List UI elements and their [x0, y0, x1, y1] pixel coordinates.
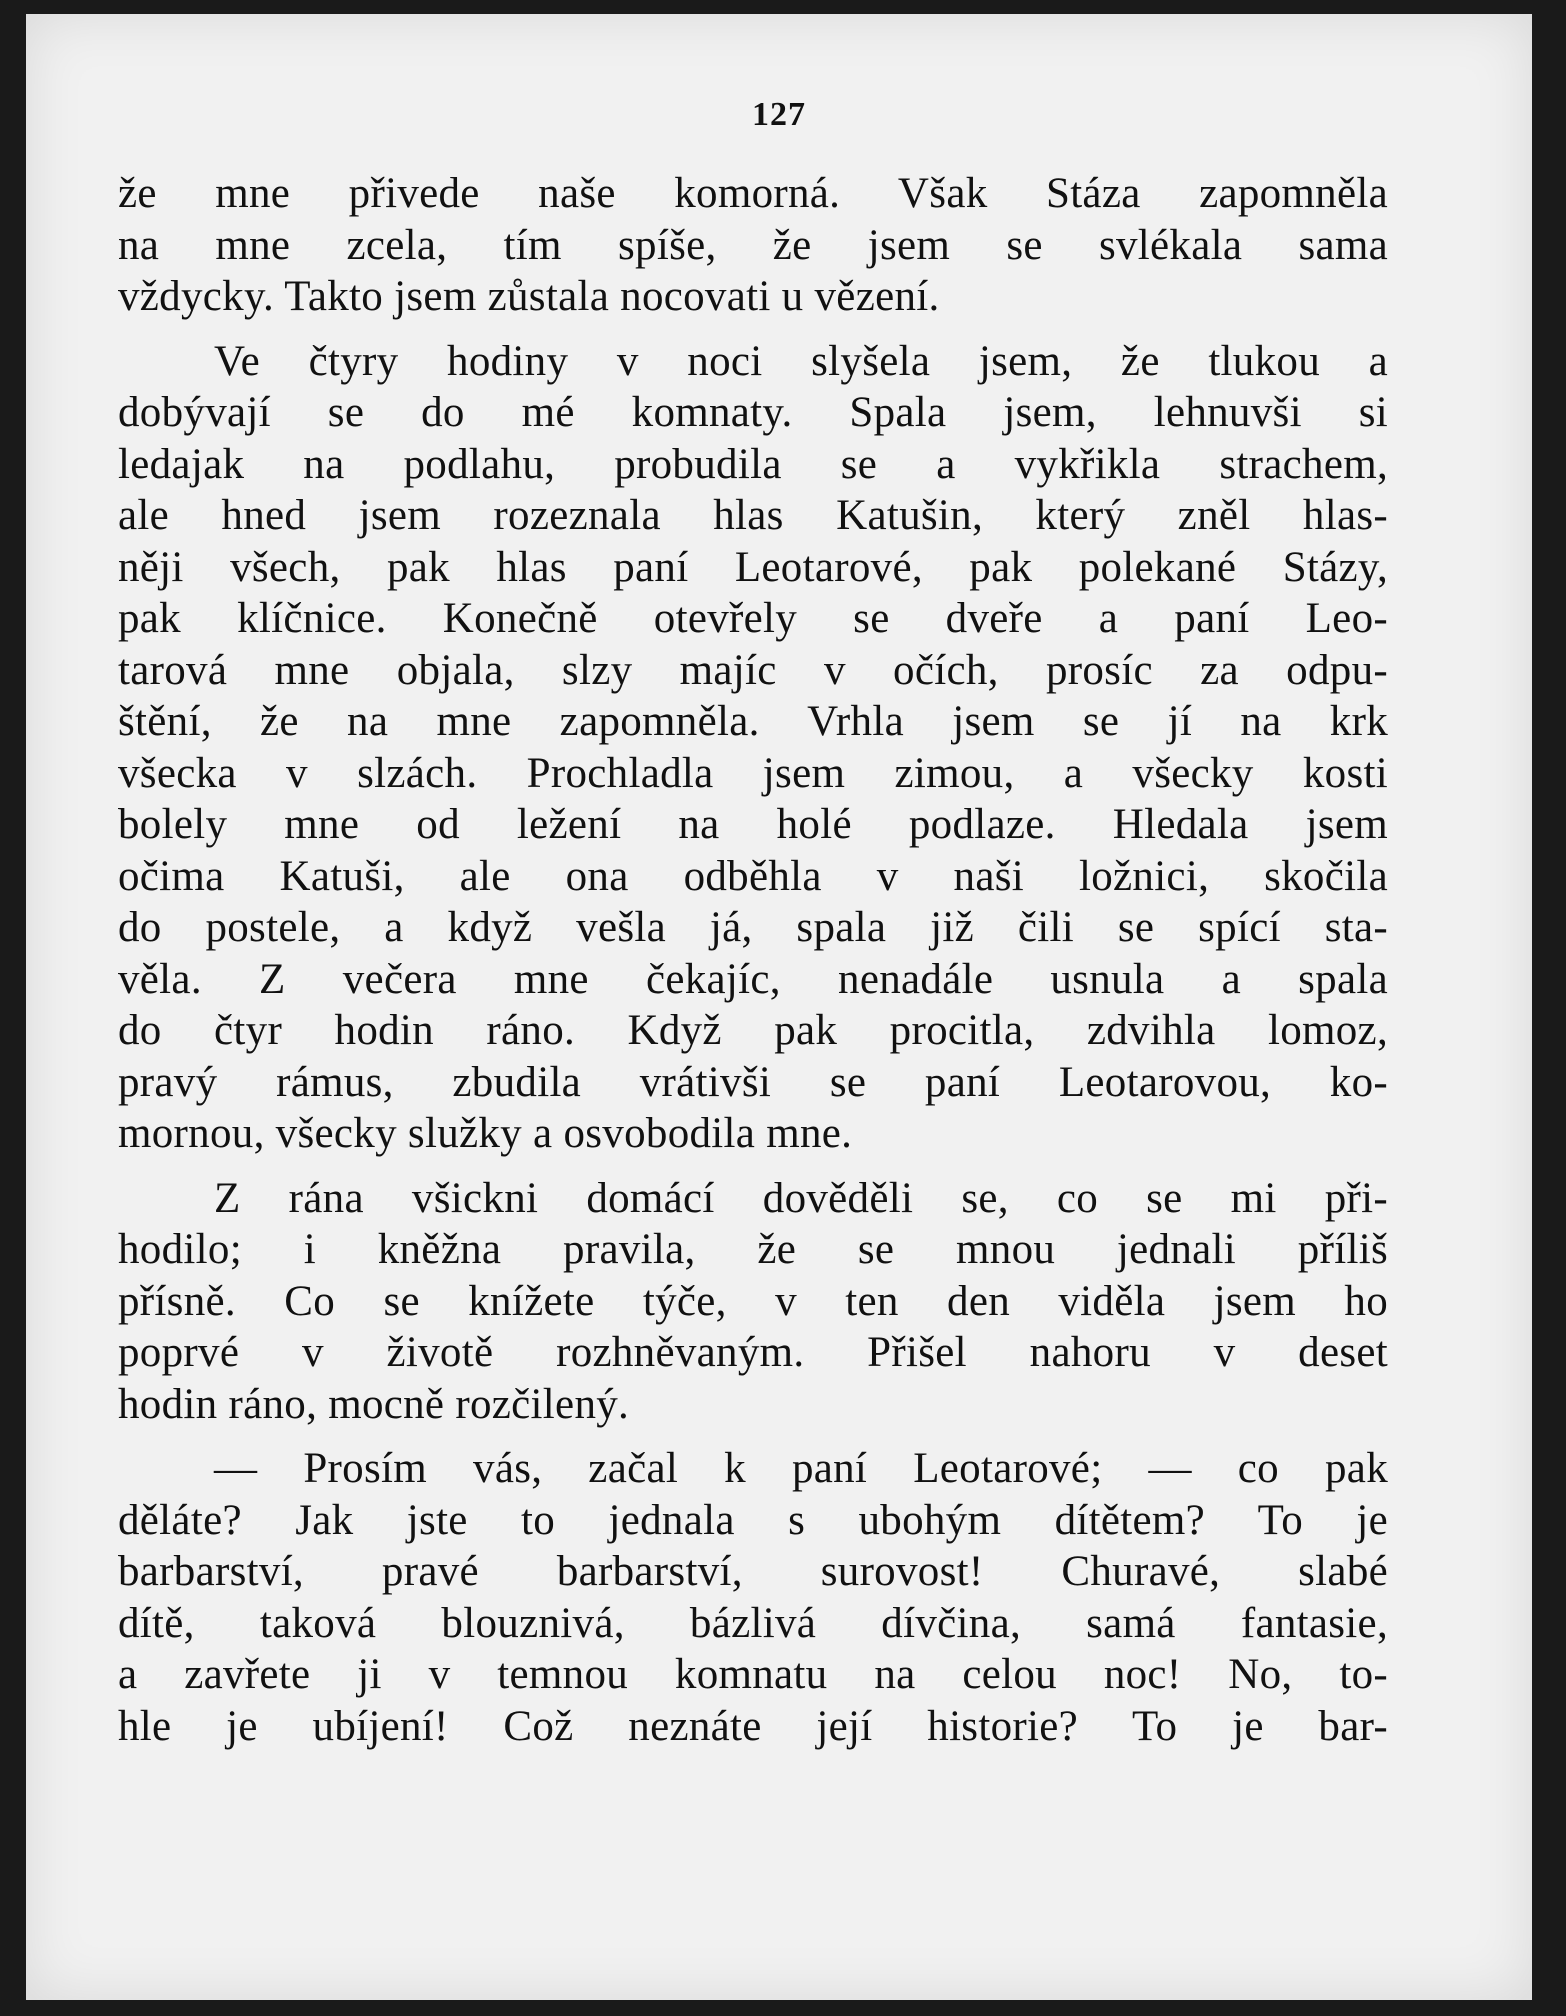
text-line: do čtyr hodin ráno. Když pak procitla, zdvihla lomoz,	[118, 1007, 1388, 1054]
text-line: Z rána všickni domácí dověděli se, co se mi při-	[214, 1174, 1388, 1222]
text-line: pravý rámus, zbudila vrátivši se paní Leotarovou, ko-	[118, 1058, 1388, 1106]
text-line: mornou, všecky služky a osvobodila mne.	[118, 1110, 853, 1157]
text-line: všecka v slzách. Prochladla jsem zimou, a všecky kosti	[118, 749, 1388, 797]
text-line: děláte? Jak jste to jednala s ubohým dítětem? To je	[118, 1496, 1388, 1544]
text-line: Ve čtyry hodiny v noci slyšela jsem, že tlukou a	[214, 337, 1388, 385]
page-number: 127	[752, 96, 806, 133]
text-line: hodilo; i kněžna pravila, že se mnou jednali příliš	[118, 1226, 1388, 1273]
text-line: očima Katuši, ale ona odběhla v naši ložnici, skočila	[118, 852, 1388, 900]
text-line: — Prosím vás, začal k paní Leotarové; — co pak	[214, 1445, 1388, 1492]
text-line: věla. Z večera mne čekajíc, nenadále usnula a spala	[118, 955, 1388, 1003]
body-text	[118, 168, 1388, 1752]
text-line: něji všech, pak hlas paní Leotarové, pak polekané Stázy,	[118, 543, 1388, 591]
paragraph-3	[118, 1173, 1388, 1431]
text-line: že mne přivede naše komorná. Však Stáza zapomněla	[118, 170, 1388, 217]
text-line: hodin ráno, mocně rozčilený.	[118, 1380, 630, 1428]
text-line: barbarství, pravé barbarství, surovost! Churavé, slabé	[118, 1548, 1388, 1595]
text-line: ledajak na podlahu, probudila se a vykřikla strachem,	[118, 440, 1388, 488]
text-line: hle je ubíjení! Což neznáte její historie? To je bar-	[118, 1702, 1388, 1750]
text-line: štění, že na mne zapomněla. Vrhla jsem se jí na krk	[118, 698, 1388, 745]
text-line: pak klíčnice. Konečně otevřely se dveře a paní Leo-	[118, 595, 1388, 642]
text-line: přísně. Co se knížete týče, v ten den viděla jsem ho	[118, 1277, 1388, 1325]
text-line: dobývají se do mé komnaty. Spala jsem, lehnuvši si	[118, 389, 1388, 436]
paragraph-1	[118, 168, 1388, 323]
text-line: do postele, a když vešla já, spala již čili se spící sta-	[118, 904, 1388, 951]
book-page	[26, 14, 1532, 2000]
text-line: ale hned jsem rozeznala hlas Katušin, který zněl hlas-	[118, 492, 1388, 539]
paragraph-4	[118, 1443, 1388, 1752]
text-line: bolely mne od ležení na holé podlaze. Hledala jsem	[118, 801, 1388, 848]
text-line: tarová mne objala, slzy majíc v očích, prosíc za odpu-	[118, 646, 1388, 694]
text-line: a zavřete ji v temnou komnatu na celou noc! No, to-	[118, 1651, 1388, 1698]
text-line: vždycky. Takto jsem zůstala nocovati u vězení.	[118, 273, 940, 320]
paragraph-2	[118, 336, 1388, 1160]
text-line: dítě, taková blouznivá, bázlivá dívčina, samá fantasie,	[118, 1599, 1388, 1647]
text-line: poprvé v životě rozhněvaným. Přišel nahoru v deset	[118, 1329, 1388, 1376]
text-line: na mne zcela, tím spíše, že jsem se svlékala sama	[118, 221, 1388, 269]
